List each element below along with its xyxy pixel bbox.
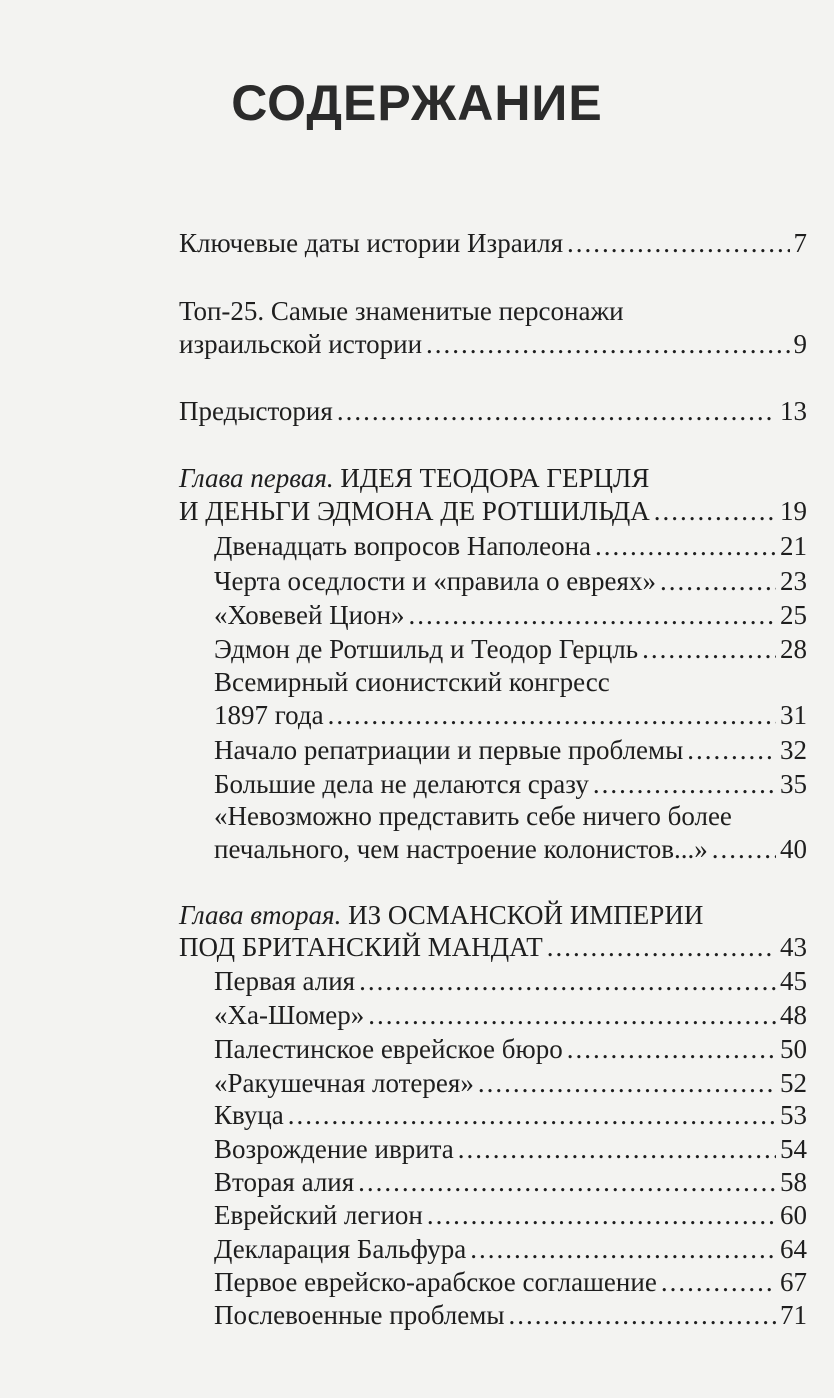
- toc-subentry[interactable]: [214, 1165, 807, 1199]
- entry-title-line1: Всемирный сионистский конгресс: [214, 667, 610, 697]
- toc-chapter[interactable]: [179, 494, 807, 528]
- leader-dots: [712, 832, 776, 866]
- page-number: 58: [780, 1167, 807, 1197]
- entry-title: «Ха-Шомер»: [214, 1000, 365, 1030]
- toc-subentry[interactable]: [214, 767, 807, 801]
- page-number: 32: [780, 735, 807, 765]
- chapter-title: ПОД БРИТАНСКИЙ МАНДАТ: [179, 932, 543, 962]
- entry-title: Квуца: [214, 1100, 284, 1130]
- page-number: 31: [780, 700, 807, 730]
- entry-title: Предыстория: [179, 396, 333, 426]
- toc-subentry[interactable]: [214, 598, 807, 632]
- page-number: 40: [780, 834, 807, 864]
- leader-dots: [368, 998, 776, 1032]
- entry-title: Ключевые даты истории Израиля: [179, 228, 564, 258]
- leader-dots: [654, 494, 776, 528]
- page-number: 60: [780, 1200, 807, 1230]
- toc-subentry[interactable]: [214, 832, 807, 866]
- leader-dots: [458, 1132, 776, 1166]
- page-number: 43: [780, 932, 807, 962]
- page-number: 19: [780, 496, 807, 526]
- entry-title: Возрождение иврита: [214, 1134, 454, 1164]
- toc-subentry[interactable]: [214, 529, 807, 563]
- leader-dots: [661, 1265, 776, 1299]
- leader-dots: [478, 1066, 776, 1100]
- entry-title: Палестинское еврейское бюро: [214, 1034, 563, 1064]
- entry-title: Эдмон де Ротшильд и Теодор Герцль: [214, 634, 639, 664]
- page-number: 64: [780, 1234, 807, 1264]
- toc-entry[interactable]: [179, 327, 807, 361]
- leader-dots: [642, 632, 776, 666]
- chapter-heading-line1: [179, 898, 703, 932]
- toc-subentry[interactable]: [214, 1265, 807, 1299]
- page-number: 9: [793, 329, 807, 359]
- page-number: 53: [780, 1100, 807, 1130]
- toc-subentry[interactable]: [214, 998, 807, 1032]
- page-number: 71: [780, 1300, 807, 1330]
- entry-title: Еврейский легион: [214, 1200, 423, 1230]
- toc-entry[interactable]: [179, 226, 807, 260]
- leader-dots: [288, 1098, 776, 1132]
- toc-subentry[interactable]: [214, 632, 807, 666]
- leader-dots: [660, 564, 776, 598]
- entry-title-line1: Топ-25. Самые знаменитые персонажи: [179, 296, 624, 326]
- page-number: 52: [780, 1068, 807, 1098]
- page-number: 48: [780, 1000, 807, 1030]
- toc-subentry[interactable]: [214, 698, 807, 732]
- entry-title: Первое еврейско-арабское соглашение: [214, 1267, 657, 1297]
- leader-dots: [409, 598, 776, 632]
- entry-title-line1: «Невозможно представить себе ничего более: [214, 801, 732, 831]
- toc-subentry[interactable]: [214, 1298, 807, 1332]
- chapter-title-line1: ИЗ ОСМАНСКОЙ ИМПЕРИИ: [348, 900, 704, 930]
- page-number: 50: [780, 1034, 807, 1064]
- toc-chapter[interactable]: [179, 930, 807, 964]
- entry-title: «Ховевей Цион»: [214, 600, 405, 630]
- page-number: 28: [780, 634, 807, 664]
- entry-title: 1897 года: [214, 700, 324, 730]
- entry-title: Первая алия: [214, 966, 356, 996]
- leader-dots: [593, 767, 776, 801]
- leader-dots: [508, 1298, 776, 1332]
- page-number: 23: [780, 566, 807, 596]
- leader-dots: [359, 964, 776, 998]
- leader-dots: [328, 698, 776, 732]
- entry-title: Двенадцать вопросов Наполеона: [214, 531, 592, 561]
- entry-title: Вторая алия: [214, 1167, 355, 1197]
- leader-dots: [427, 1198, 776, 1232]
- chapter-label: Глава вторая.: [179, 900, 342, 930]
- toc-entry[interactable]: [179, 394, 807, 428]
- entry-title: Послевоенные проблемы: [214, 1300, 505, 1330]
- page-title: СОДЕРЖАНИЕ: [231, 75, 603, 131]
- chapter-heading-line1: [179, 461, 649, 495]
- entry-title: Декларация Бальфура: [214, 1234, 467, 1264]
- toc-subentry[interactable]: [214, 964, 807, 998]
- leader-dots: [595, 529, 776, 563]
- leader-dots: [470, 1232, 776, 1266]
- page-number: 35: [780, 769, 807, 799]
- entry-title: печального, чем настроение колонистов...»: [214, 834, 708, 864]
- leader-dots: [426, 327, 789, 361]
- toc-subentry[interactable]: [214, 564, 807, 598]
- toc-subentry[interactable]: [214, 1066, 807, 1100]
- page-number: 67: [780, 1267, 807, 1297]
- entry-title: Большие дела не делаются сразу: [214, 769, 589, 799]
- chapter-title: И ДЕНЬГИ ЭДМОНА ДЕ РОТШИЛЬДА: [179, 496, 650, 526]
- chapter-title-line1: ИДЕЯ ТЕОДОРА ГЕРЦЛЯ: [340, 463, 650, 493]
- toc-subentry[interactable]: [214, 1232, 807, 1266]
- page-number: 54: [780, 1134, 807, 1164]
- leader-dots: [567, 1032, 776, 1066]
- leader-dots: [547, 930, 776, 964]
- chapter-label: Глава первая.: [179, 463, 334, 493]
- page-number: 25: [780, 600, 807, 630]
- leader-dots: [337, 394, 776, 428]
- leader-dots: [567, 226, 789, 260]
- page-number: 45: [780, 966, 807, 996]
- leader-dots: [687, 733, 776, 767]
- toc-subentry[interactable]: [214, 1032, 807, 1066]
- page-number: 13: [780, 396, 807, 426]
- toc-subentry[interactable]: [214, 733, 807, 767]
- entry-title: Начало репатриации и первые проблемы: [214, 735, 684, 765]
- entry-title: Черта оседлости и «правила о евреях»: [214, 566, 656, 596]
- entry-title: израильской истории: [179, 329, 423, 359]
- leader-dots: [358, 1165, 776, 1199]
- page-number: 21: [780, 531, 807, 561]
- page-number: 7: [793, 228, 807, 258]
- entry-title: «Ракушечная лотерея»: [214, 1068, 474, 1098]
- toc-subentry[interactable]: [214, 1132, 807, 1166]
- toc-subentry[interactable]: [214, 1198, 807, 1232]
- toc-subentry[interactable]: [214, 1098, 807, 1132]
